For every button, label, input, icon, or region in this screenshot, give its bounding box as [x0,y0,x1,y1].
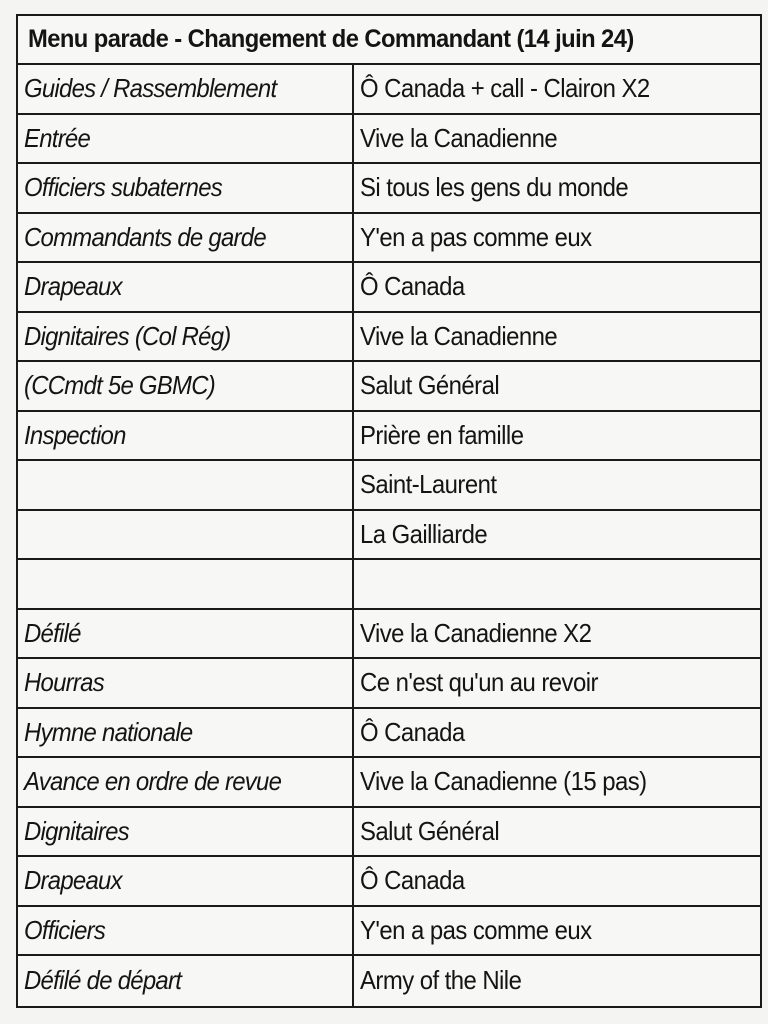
music-text: Ô Canada [360,716,465,747]
table-row [18,709,760,759]
parade-step-cell [18,560,354,608]
parade-step-cell [18,659,354,707]
parade-step-cell [18,263,354,311]
parade-step-text: Officiers [24,914,106,945]
table-row [18,412,760,462]
music-cell [354,709,760,757]
music-cell [354,610,760,658]
parade-step-text: Commandants de garde [24,221,266,252]
music-text: Salut Général [360,815,500,846]
music-text: Vive la Canadienne X2 [360,617,592,648]
parade-step-text: Dignitaires (Col Rég) [24,320,231,351]
parade-step-text: Défilé [24,617,81,648]
music-text: Y'en a pas comme eux [360,914,592,945]
table-row [18,857,760,907]
table-row [18,808,760,858]
table-row [18,461,760,511]
music-cell [354,214,760,262]
table-row [18,511,760,561]
parade-step-text: Entrée [24,122,91,153]
music-text: Ô Canada + call - Clairon X2 [360,73,650,104]
music-cell [354,263,760,311]
table-row [18,758,760,808]
table-row [18,560,760,610]
table-row [18,313,760,363]
music-text: La Gailliarde [360,518,488,549]
music-cell [354,758,760,806]
music-cell [354,659,760,707]
parade-step-text: Défilé de départ [24,965,182,996]
music-cell [354,956,760,1006]
parade-step-cell [18,461,354,509]
table-row [18,65,760,115]
parade-step-cell [18,313,354,361]
table-row [18,907,760,957]
music-text: Si tous les gens du monde [360,172,629,203]
parade-step-cell [18,610,354,658]
parade-step-text: Hymne nationale [24,716,193,747]
parade-step-cell [18,412,354,460]
music-cell [354,65,760,113]
music-text: Saint-Laurent [360,469,497,500]
music-cell [354,461,760,509]
parade-step-cell [18,709,354,757]
parade-step-text: Dignitaires [24,815,129,846]
parade-step-text: Avance en ordre de revue [24,766,282,797]
parade-step-cell [18,65,354,113]
parade-step-text: Hourras [24,667,104,698]
table-row [18,214,760,264]
table-row [18,164,760,214]
parade-step-cell [18,164,354,212]
music-cell [354,412,760,460]
table-row [18,956,760,1006]
music-cell [354,164,760,212]
music-cell [354,313,760,361]
music-cell [354,115,760,163]
table-title-row [18,16,760,65]
parade-step-text: (CCmdt 5e GBMC) [24,370,215,401]
music-text: Army of the Nile [360,965,522,996]
parade-step-cell [18,362,354,410]
parade-step-text: Inspection [24,419,126,450]
table-row [18,362,760,412]
parade-step-cell [18,758,354,806]
parade-step-cell [18,115,354,163]
music-text: Salut Général [360,370,500,401]
parade-step-cell [18,907,354,955]
parade-step-cell [18,214,354,262]
parade-step-text: Officiers subaternes [24,172,223,203]
parade-step-cell [18,808,354,856]
parade-step-text: Guides / Rassemblement [24,73,277,104]
music-text: Vive la Canadienne [360,122,558,153]
music-text: Ce n'est qu'un au revoir [360,667,598,698]
music-text: Ô Canada [360,271,465,302]
table-row [18,610,760,660]
music-cell [354,362,760,410]
parade-step-cell [18,857,354,905]
music-text: Vive la Canadienne (15 pas) [360,766,647,797]
table-title: Menu parade - Changement de Commandant (14 juin 24) [28,25,634,53]
parade-menu-table [16,14,762,1008]
parade-step-cell [18,956,354,1006]
music-cell [354,907,760,955]
music-text: Y'en a pas comme eux [360,221,592,252]
parade-step-cell [18,511,354,559]
music-cell [354,857,760,905]
music-cell [354,511,760,559]
music-cell [354,560,760,608]
table-body [18,65,760,1006]
music-text: Prière en famille [360,419,524,450]
table-row [18,115,760,165]
table-row [18,659,760,709]
table-row [18,263,760,313]
music-cell [354,808,760,856]
parade-step-text: Drapeaux [24,865,122,896]
music-text: Vive la Canadienne [360,320,558,351]
music-text: Ô Canada [360,865,465,896]
parade-step-text: Drapeaux [24,271,122,302]
